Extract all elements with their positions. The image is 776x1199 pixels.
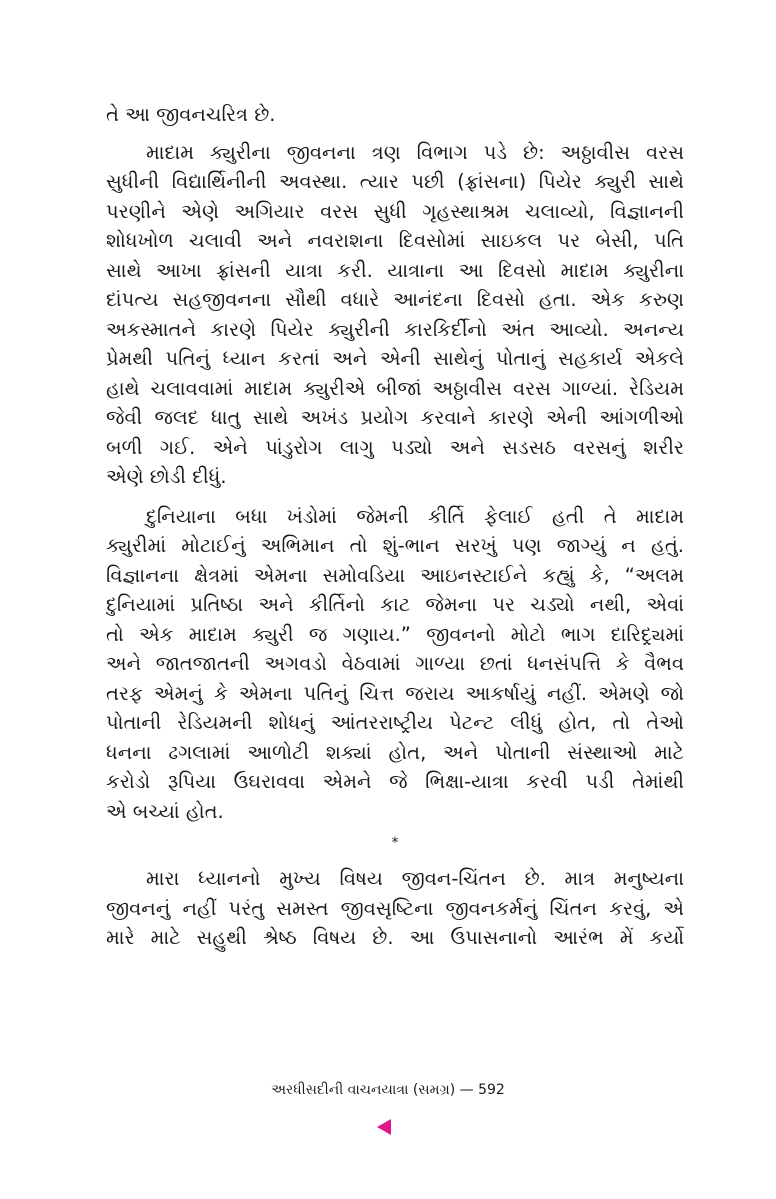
text-line: તરફ એમનું કે એમના પતિનું ચિત્ત જરાય આકર્ષાયું નહીં. એમણે જો — [106, 681, 684, 705]
text-line: વિજ્ઞાનના ક્ષેત્રમાં એમના સમોવડિયા આઇનસ્ટાઈને કહ્યું કે, “અલમ — [106, 563, 684, 587]
text-line: ધનના ઢગલામાં આળોટી શક્યાં હોત, અને પોતાની સંસ્થાઓ માટે — [106, 740, 684, 764]
triangle-left-icon[interactable] — [377, 1119, 391, 1135]
text-line: તે આ જીવનચરિત્ર છે. — [106, 103, 276, 126]
text-line: ક્યુરીમાં મોટાઈનું અભિમાન તો શું-ભાન સરખું પણ જાગ્યું ન હતું. — [106, 534, 684, 557]
text-line: શોધખોળ ચલાવી અને નવરાશના દિવસોમાં સાઇકલ પર બેસી, પતિ — [106, 229, 684, 252]
text-line: માદામ ક્યુરીના જીવનના ત્રણ વિભાગ પડે છે: અઠ્ઠાવીસ વરસ — [146, 140, 684, 164]
paragraph-intro — [106, 100, 684, 130]
text-line: પરણીને એણે અગિયાર વરસ સુધી ગૃહસ્થાશ્રમ ચલાવ્યો, વિજ્ઞાનની — [106, 199, 684, 223]
paragraph-life-contemplation — [106, 864, 684, 953]
text-line: જીવનનું નહીં પરંતુ સમસ્ત જીવસૃષ્ટિના જીવનકર્મનું ચિંતન કરવું, એ — [106, 896, 684, 920]
text-line: એણે છોડી દીધું. — [106, 465, 227, 488]
text-line: તો એક માદામ ક્યુરી જ ગણાય.” જીવનનો મોટો ભાગ દારિદ્ર્યમાં — [106, 622, 684, 646]
text-line: પ્રેમથી પતિનું ધ્યાન કરતાં અને એની સાથેનું પોતાનું સહકાર્ય એકલે — [106, 347, 684, 370]
text-line: સાથે આખા ફ્રાંસની યાત્રા કરી. યાત્રાના આ દિવસો માદામ ક્યુરીના — [106, 258, 684, 282]
paragraph-curie-life — [106, 138, 684, 492]
text-line: બળી ગઈ. એને પાંડુરોગ લાગુ પડ્યો અને સડસઠ વરસનું શરીર — [106, 435, 684, 459]
text-line: મારા ધ્યાનનો મુખ્ય વિષય જીવન-ચિંતન છે. માત્ર મનુષ્યના — [146, 867, 684, 890]
text-line: સુધીની વિદ્યાર્થિનીની અવસ્થા. ત્યાર પછી (ફ્રાંસના) પિયેર ક્યુરી સાથે — [106, 170, 684, 193]
text-line: અને જાતજાતની અગવડો વેઠવામાં ગાળ્યા છતાં ધનસંપત્તિ કે વૈભવ — [106, 652, 684, 675]
page-footer: અરધીસદીની વાચનયાત્રા (સમગ્ર) — 592 — [271, 1082, 505, 1098]
text-line: મારે માટે સહુથી શ્રેષ્ઠ વિષય છે. આ ઉપાસનાનો આરંભ મેં કર્યો — [106, 926, 684, 949]
text-line: એ બચ્યાં હોત. — [106, 799, 224, 823]
text-line: પોતાની રેડિયમની શોધનું આંતરરાષ્ટ્રીય પેટન્ટ લીધું હોત, તો તેઓ — [106, 711, 684, 734]
page-body — [106, 100, 684, 963]
section-separator: * — [391, 835, 399, 851]
text-line: દુનિયાના બધા ખંડોમાં જેમની કીર્તિ ફેલાઈ હતી તે માદામ — [146, 504, 684, 528]
text-line: જેવી જલદ ધાતુ સાથે અખંડ પ્રયોગ કરવાને કારણે એની આંગળીઓ — [106, 406, 684, 429]
text-line: કરોડો રૂપિયા ઉઘરાવવા એમને જે ભિક્ષા-યાત્રા કરવી પડી તેમાંથી — [106, 770, 684, 793]
text-line: અકસ્માતને કારણે પિયેર ક્યુરીની કારકિર્દીનો અંત આવ્યો. અનન્ય — [106, 317, 684, 341]
text-line: હાથે ચલાવવામાં માદામ ક્યુરીએ બીજાં અઠ્ઠાવીસ વરસ ગાળ્યાં. રેડિયમ — [106, 376, 684, 400]
text-line: દુનિયામાં પ્રતિષ્ઠા અને કીર્તિનો કાટ જેમના પર ચડ્યો નથી, એવાં — [106, 593, 684, 616]
text-line: દાંપત્ય સહજીવનના સૌથી વધારે આનંદના દિવસો હતા. એક કરુણ — [106, 288, 684, 311]
paragraph-curie-humility — [106, 502, 684, 827]
